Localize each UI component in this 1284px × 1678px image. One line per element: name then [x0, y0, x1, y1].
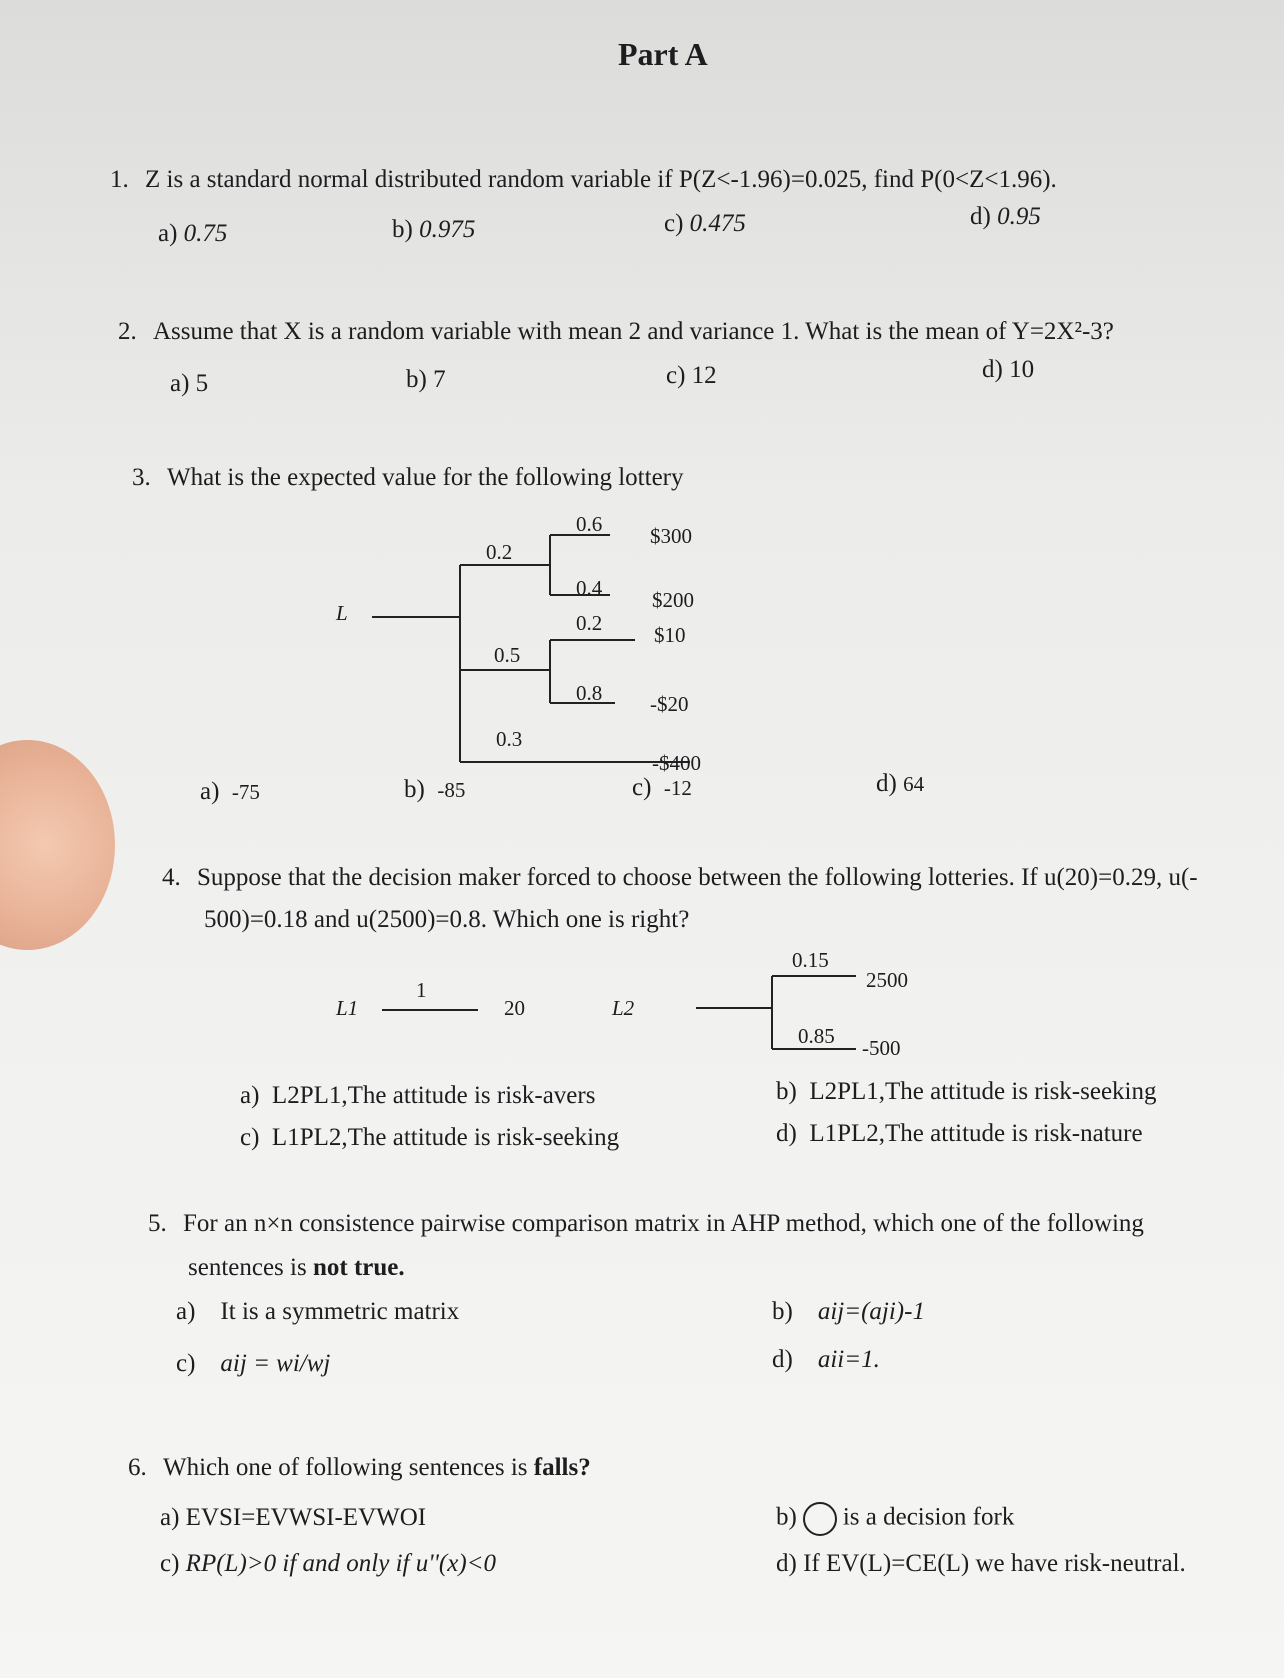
prob-label: 1: [416, 978, 427, 1002]
payoff-label: 20: [504, 996, 525, 1020]
payoff-label: $10: [654, 623, 686, 647]
page-title: Part A: [618, 36, 708, 72]
option-c: c) 0.475: [664, 210, 746, 237]
question-6: [128, 1454, 591, 1482]
option-c: c) RP(L)>0 if and only if u''(x)<0: [160, 1550, 497, 1577]
question-text: Z is a standard normal distributed random variable if P(Z<-1.96)=0.025, find P(0<Z<1.96).: [145, 166, 1057, 193]
question-text: Which one of following sentences is falls?: [163, 1454, 591, 1481]
payoff-label: -500: [862, 1036, 901, 1060]
payoff-label: -$20: [650, 692, 689, 716]
payoff-label: -$400: [652, 751, 701, 775]
option-c: c) aij = wi/wj: [176, 1350, 331, 1377]
prob-label: 0.5: [494, 643, 521, 667]
option-d: d) If EV(L)=CE(L) we have risk-neutral.: [776, 1550, 1186, 1577]
option-a: a) 5: [170, 370, 209, 397]
option-a: a) -75: [200, 778, 260, 805]
option-d: d) 10: [982, 356, 1035, 383]
question-text-line2: sentences is not true.: [188, 1254, 405, 1281]
option-b: b) 0.975: [392, 216, 476, 243]
question-text-line2: 500)=0.18 and u(2500)=0.8. Which one is right?: [204, 906, 690, 933]
option-b: b) aij=(aji)-1: [772, 1298, 925, 1325]
prob-label: 0.2: [576, 611, 603, 635]
question-number: 6.: [128, 1454, 147, 1481]
question-text: What is the expected value for the following lottery: [167, 464, 684, 491]
prob-label: 0.8: [576, 681, 603, 705]
prob-label: 0.6: [576, 512, 603, 536]
option-d: d) aii=1.: [772, 1346, 880, 1373]
prob-label: 0.3: [496, 727, 523, 751]
prob-label: 0.4: [576, 576, 603, 600]
option-a: a) 0.75: [158, 220, 228, 247]
question-number: 3.: [132, 464, 151, 491]
question-number: 2.: [118, 318, 137, 345]
payoff-label: $300: [650, 524, 692, 548]
option-b: b) L2PL1,The attitude is risk-seeking: [776, 1078, 1157, 1105]
option-d: d) 0.95: [970, 203, 1041, 230]
option-d: d) L1PL2,The attitude is risk-nature: [776, 1120, 1143, 1147]
question-text: For an n×n consistence pairwise comparison matrix in AHP method, which one of the following: [183, 1210, 1144, 1237]
option-b: b) -85: [404, 776, 466, 803]
chance-node-icon: [803, 1502, 837, 1536]
question-text: Suppose that the decision maker forced to choose between the following lotteries. If u(20)=0.29, u(-: [197, 864, 1198, 891]
option-d: d) 64: [876, 770, 925, 797]
prob-label: 0.15: [792, 948, 829, 972]
option-a: a) EVSI=EVWSI-EVWOI: [160, 1504, 427, 1531]
question-number: 5.: [148, 1210, 167, 1237]
option-b: b) is a decision fork: [776, 1502, 1014, 1536]
question-number: 4.: [162, 864, 181, 891]
option-c: c) L1PL2,The attitude is risk-seeking: [240, 1124, 620, 1151]
tree-root-label: L: [336, 601, 348, 625]
option-a: a) L2PL1,The attitude is risk-avers: [240, 1082, 596, 1109]
lottery-2-label: L2: [612, 996, 635, 1020]
payoff-label: 2500: [866, 968, 908, 992]
option-b: b) 7: [406, 366, 446, 393]
option-c: c) 12: [666, 362, 717, 389]
question-5: [148, 1210, 1144, 1238]
prob-label: 0.2: [486, 540, 513, 564]
option-c: c) -12: [632, 774, 692, 801]
option-a: a) It is a symmetric matrix: [176, 1298, 460, 1325]
lottery-1-label: L1: [336, 996, 359, 1020]
prob-label: 0.85: [798, 1024, 835, 1048]
question-text: Assume that X is a random variable with mean 2 and variance 1. What is the mean of Y=2X²-3?: [153, 318, 1114, 345]
question-number: 1.: [110, 166, 129, 193]
payoff-label: $200: [652, 588, 694, 612]
